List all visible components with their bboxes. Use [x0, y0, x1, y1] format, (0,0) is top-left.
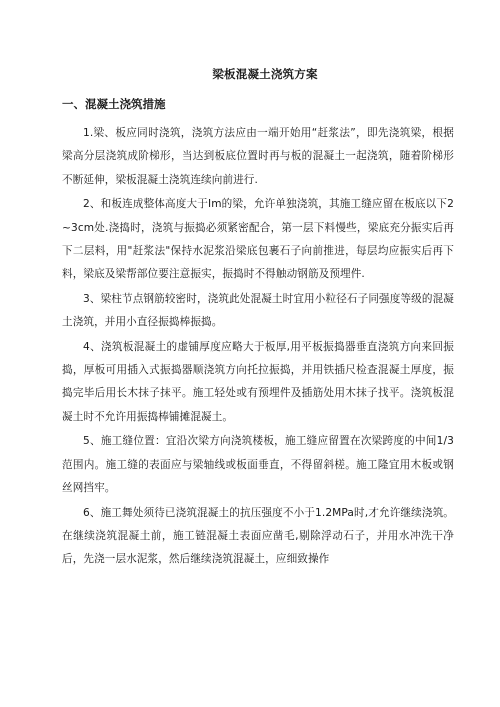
paragraph-1: 1.梁、板应同时浇筑，浇筑方法应由一端开始用“赶浆法”，即先浇筑梁，根据梁高分层浇筑成阶梯形，当达到板底位置时再与板的混凝土一起浇筑，随着阶梯形不断延伸，梁板混凝土浇筑连续向前进行.	[62, 127, 454, 186]
paragraph-6: 6、施工舞处须待已浇筑混凝土的抗压强度不小于1.2MPa时,才允许继续浇筑。在继续浇筑混凝土前，施工链混凝土表面应凿毛,剔除浮动石子，并用水冲洗干净后，先浇一层水泥浆，然后继续浇筑混凝土，应细致操作	[62, 506, 454, 566]
paragraph-2: 2、和板连成整体高度大于Im的梁，允许单独浇筑，其施工缝应留在板底以下2~3cm处.浇捣时，浇筑与振捣必须紧密配合，第一层下料慢些，梁底充分振实后再下二层料，用"赶浆法"保持水泥浆沿梁底包裹石子向前推进，每层均应振实后再下料，梁底及梁帮部位要注意振实，振捣时不得触动钢筋及预埋件.	[62, 198, 454, 281]
section-heading: 一、混凝土浇筑措施	[62, 97, 166, 111]
paragraph-5: 5、施工缝位置：宜沿次梁方向浇筑楼板，施工缝应留置在次梁跨度的中间1/3范围内。施工缝的表面应与梁轴线或板面垂直，不得留斜槎。施工隆宜用木板或钢丝网挡牢。	[62, 435, 454, 495]
paragraph-4: 4、浇筑板混凝土的虚铺厚度应略大于板厚,用平板振捣器垂直浇筑方向来回振捣，厚板可用插入式振捣器顺浇筑方向托拉振捣，并用铁插尺检查混凝土厚度，振捣完毕后用长木抹子抹平。施工轻处或有预埋件及插筋处用木抹子找平。浇筑板混凝土时不允许用振捣棒铺摊混凝土。	[62, 340, 454, 423]
document-title: 梁板混凝土浇筑方案	[212, 67, 318, 81]
paragraph-3: 3、梁柱节点钢筋较密时，浇筑此处混凝土时宜用小粒径石子同强度等级的混凝土浇筑，并用小直径振捣棒振捣。	[62, 292, 454, 329]
